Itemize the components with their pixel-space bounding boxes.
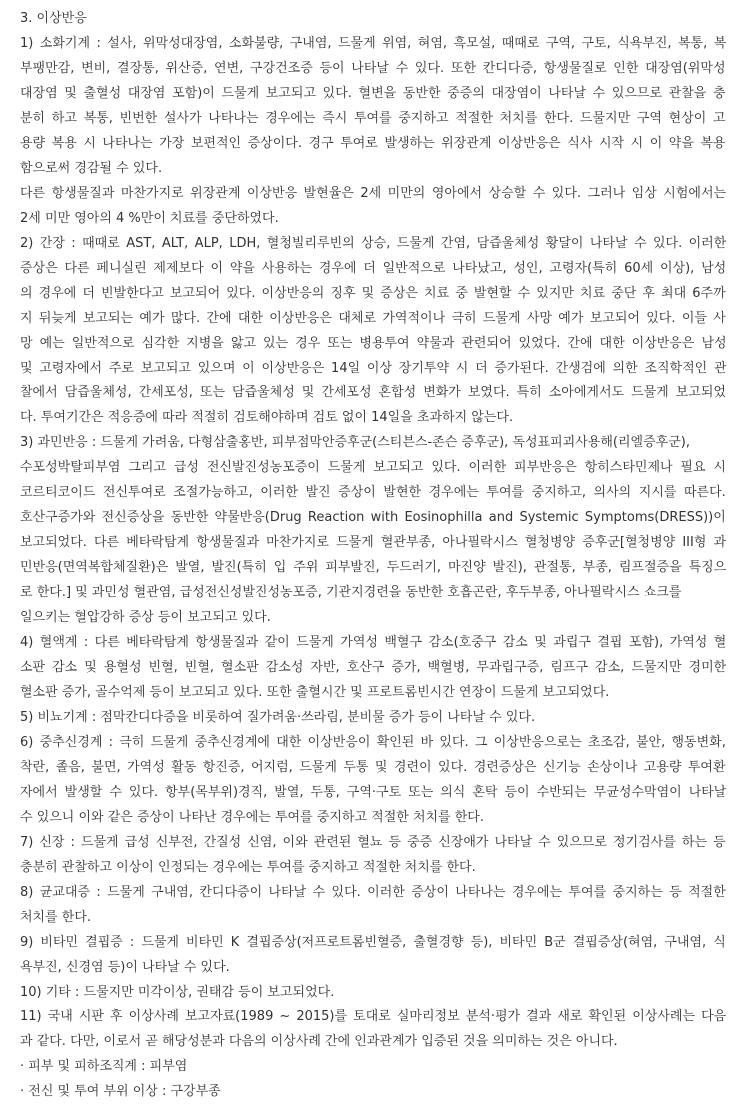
- text-line: 6) 중추신경계 : 극히 드물게 중추신경계에 대한 이상반응이 확인된 바 있다. 그 이상반응으로는 초조감, 불안, 행동변화,: [20, 734, 726, 750]
- section-heading: 3. 이상반응: [20, 11, 87, 26]
- text-line: 8) 균교대증 : 드물게 구내염, 칸디다증이 나타날 수 있다. 이러한 증상이 나타나는 경우에는 투여를 중지하는 등 적절한: [20, 884, 726, 900]
- text-line: 과 같다. 다만, 이로서 곧 해당성분과 다음의 이상사례 간에 인과관계가 입증된 것을 의미하는 것은 아니다.: [20, 1034, 618, 1050]
- text-line: 용량 복용 시 나타나는 가장 보편적인 증상이다. 경구 투여로 발생하는 위장관계 이상반응은 식사 시작 시 이 약을 복용: [20, 135, 726, 151]
- text-line: 지 뒤늦게 보고되는 예가 많다. 간에 대한 이상반응은 대체로 가역적이나 극히 드물게 사망 예가 보고되어 있다. 이들 사: [20, 310, 726, 326]
- text-line: 2세 미만 영아의 4 %만이 치료를 중단하였다.: [20, 210, 279, 226]
- text-line: 착란, 졸음, 불면, 가역성 활동 항진증, 어지럼, 드물게 두통 및 경련이 있다. 경련증상은 신기능 손상이나 고용량 투여환: [20, 759, 726, 775]
- text-line: 의 경우에 더 빈발한다고 보고되어 있다. 이상반응의 징후 및 증상은 치료 중 발현할 수 있지만 치료 중단 후 최대 6주까: [20, 285, 726, 301]
- text-line: 망 예는 일반적으로 심각한 지병을 앓고 있는 경우 또는 병용투여 약물과 관련되어 있었다. 간에 대한 이상반응은 남성: [20, 335, 727, 351]
- text-line: 보고되었다. 다른 베타락탐계 항생물질과 마찬가지로 드물게 혈관부종, 아나필락시스 혈청병양 증후군[혈청병양 III형 과: [20, 535, 727, 551]
- text-line: 9) 비타민 결핍증 : 드물게 비타민 K 결핍증상(저프로트롬빈혈증, 출혈경향 등), 비타민 B군 결핍증상(혀염, 구내염, 식: [20, 934, 726, 950]
- text-line: 수 있으니 이와 같은 증상이 나타난 경우에는 투여를 중지하고 적절한 처치를 한다.: [20, 809, 485, 825]
- text-line: 민반응(면역복합체질환)은 발열, 발진(특히 입 주위 피부발진, 두드러기, 마진양 발진), 관절통, 부종, 림프절증을 특징으: [20, 560, 727, 576]
- text-line: 및 고령자에서 주로 보고되고 있으며 이 이상반응은 14일 이상 장기투약 시 더 증가된다. 간생검에 의한 조직학적인 관: [20, 360, 727, 376]
- text-line: 분히 하고 복통, 빈번한 설사가 나타나는 경우에는 즉시 투여를 중지하고 적절한 처치를 한다. 드물지만 구역 현상이 고: [20, 110, 726, 126]
- text-line: 로 한다.] 및 과민성 혈관염, 급성전신성발진성농포증, 기관지경련을 동반한 호흡곤란, 후두부종, 아나필락시스 쇼크를: [20, 585, 682, 601]
- text-line: 1) 소화기계 : 설사, 위막성대장염, 소화불량, 구내염, 드물게 위염, 혀염, 흑모설, 때때로 구역, 구토, 식욕부진, 복통, 복: [20, 36, 727, 51]
- text-line: 대장염 및 출혈성 대장염 포함)이 드물게 보고되고 있다. 혈변을 동반한 중증의 대장염이 나타날 수 있으므로 관찰을 충: [20, 85, 726, 101]
- text-line: 코르티코이드 전신투여로 조절가능하고, 이러한 발진 증상이 발현한 경우에는 투여를 중지하고, 의사의 지시를 따른다.: [20, 485, 726, 501]
- text-line: 부팽만감, 변비, 결장통, 위산증, 연변, 구강건조증 등이 나타날 수 있다. 또한 칸디다증, 항생물질로 인한 대장염(위막성: [20, 61, 726, 76]
- text-line: 자에서 발생할 수 있다. 항부(목부위)경직, 발열, 두통, 구역·구토 또는 의식 혼탁 등이 수반되는 무균성수막염이 나타날: [20, 784, 727, 800]
- text-line: 충분히 관찰하고 이상이 인정되는 경우에는 투여를 중지하고 적절한 처치를 한다.: [20, 859, 476, 875]
- text-line: 수포성박탈피부염 그리고 급성 전신발진성농포증이 드물게 보고되고 있다. 이러한 피부반응은 항히스타민제나 필요 시: [20, 460, 726, 476]
- text-line: 소판 감소 및 용혈성 빈혈, 빈혈, 혈소판 감소성 자반, 호산구 증가, 백혈병, 무과립구증, 림프구 감소, 드물지만 경미한: [20, 660, 727, 675]
- text-line: 찰에서 담즙울체성, 간세포성, 또는 담즙울체성 및 간세포성 혼합성 변화가 보였다. 특히 소아에게서도 드물게 보고되었: [20, 385, 726, 401]
- text-line: 다른 항생물질과 마찬가지로 위장관계 이상반응 발현율은 2세 미만의 영아에서 상승할 수 있다. 그러나 임상 시험에서는: [20, 185, 727, 201]
- text-line: 3) 과민반응 : 드물게 가려움, 다형삼출홍반, 피부점막안증후군(스티븐스-존슨 증후군), 독성표피괴사용해(리엘증후군),: [20, 435, 690, 451]
- text-line: 10) 기타 : 드물지만 미각이상, 권태감 등이 보고되었다.: [20, 984, 335, 1000]
- text-line: 7) 신장 : 드물게 급성 신부전, 간질성 신염, 이와 관련된 혈뇨 등 중증 신장애가 나타날 수 있으므로 정기검사를 하는 등: [20, 834, 726, 850]
- text-line: 증상은 다른 페니실린 제제보다 이 약을 사용하는 경우에 더 일반적으로 나타났고, 성인, 고령자(특히 60세 이상), 남성: [20, 260, 727, 276]
- text-line: 함으로써 경감될 수 있다.: [20, 160, 163, 176]
- text-line: · 전신 및 투여 부위 이상 : 구강부종: [20, 1084, 221, 1100]
- text-line: 혈소판 증가, 골수억제 등이 보고되고 있다. 또한 출혈시간 및 프로트롬빈시간 연장이 드물게 보고되었다.: [20, 685, 610, 700]
- text-line: 욕부진, 신경염 등)이 나타날 수 있다.: [20, 959, 230, 975]
- text-line: 4) 혈액계 : 다른 베타락탐계 항생물질과 같이 드물게 가역성 백혈구 감소(호중구 감소 및 과립구 결핍 포함), 가역성 혈: [20, 635, 727, 650]
- text-line: · 피부 및 피하조직계 : 피부염: [20, 1059, 188, 1075]
- text-line: 일으키는 혈압강하 증상 등이 보고되고 있다.: [20, 610, 271, 626]
- text-line: 다. 투여기간은 적응증에 따라 적절히 검토해야하며 검토 없이 14일을 초과하지 않는다.: [20, 410, 514, 426]
- text-line: 5) 비뇨기계 : 점막칸디다증을 비롯하여 질가려움·쓰라림, 분비물 증가 등이 나타날 수 있다.: [20, 709, 536, 725]
- text-line: 호산구증가와 전신증상을 동반한 약물반응(Drug Reaction with Eosinophilla and Systemic Symptoms(DRESS))이: [20, 510, 726, 526]
- text-line: 11) 국내 시판 후 이상사례 보고자료(1989 ~ 2015)를 토대로 실마리정보 분석·평가 결과 새로 확인된 이상사례는 다음: [20, 1009, 727, 1025]
- text-line: 2) 간장 : 때때로 AST, ALT, ALP, LDH, 혈청빌리루빈의 상승, 드물게 간염, 담즙울체성 황달이 나타날 수 있다. 이러한: [20, 235, 727, 251]
- text-line: 처치를 한다.: [20, 909, 92, 925]
